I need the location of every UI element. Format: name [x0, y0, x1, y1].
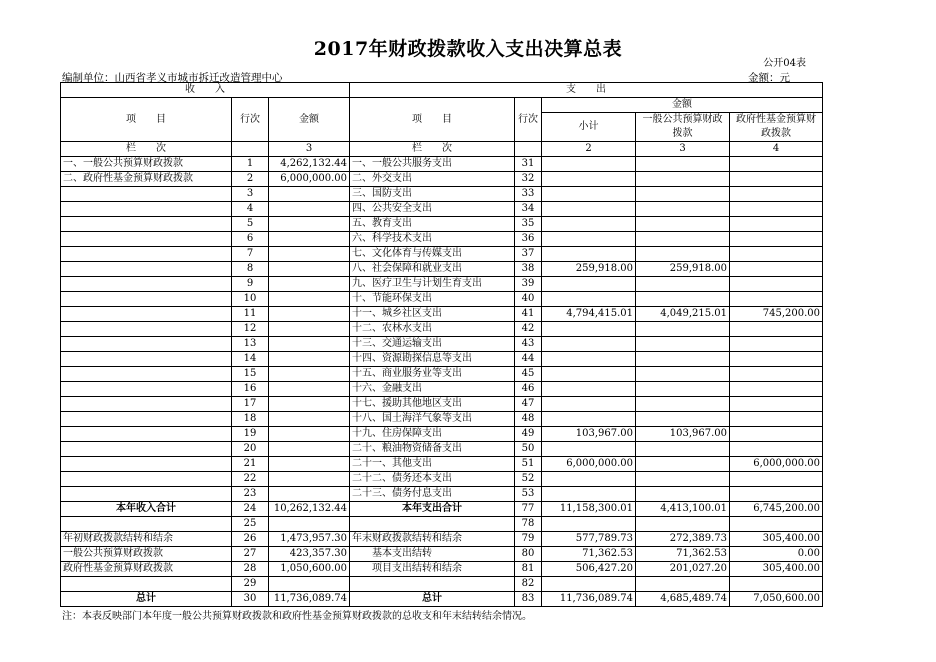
- income-row-no: 27: [232, 547, 269, 562]
- expense-gov-fund: [730, 202, 823, 217]
- expense-item: 本年支出合计: [350, 502, 515, 517]
- table-row: [61, 232, 823, 247]
- income-row-no: 17: [232, 397, 269, 412]
- expense-row-no: 81: [515, 562, 542, 577]
- table-row: [61, 202, 823, 217]
- income-amount: [269, 472, 350, 487]
- table-note: 注：本表反映部门本年度一般公共预算财政拨款和政府性基金预算财政拨款的总收支和年末结转结余情况。: [62, 611, 532, 622]
- expense-row-no: 48: [515, 412, 542, 427]
- income-amount: [269, 427, 350, 442]
- expense-row-no: 83: [515, 592, 542, 607]
- income-row-no: 10: [232, 292, 269, 307]
- expense-subtotal: 11,736,089.74: [542, 592, 636, 607]
- table-row: [61, 187, 823, 202]
- expense-item: 项目支出结转和结余: [350, 562, 515, 577]
- col-num-2: 2: [542, 142, 636, 157]
- col-blank-1: [232, 142, 269, 157]
- expense-row-no: 41: [515, 307, 542, 322]
- table-row: [61, 442, 823, 457]
- income-row-no: 11: [232, 307, 269, 322]
- expense-general-budget: [636, 292, 730, 307]
- expense-row-no: 80: [515, 547, 542, 562]
- expense-subtotal: [542, 442, 636, 457]
- expense-item: 十八、国土海洋气象等支出: [350, 412, 515, 427]
- income-row-no: 9: [232, 277, 269, 292]
- income-amount: [269, 367, 350, 382]
- table-row: [61, 382, 823, 397]
- expense-subtotal: [542, 487, 636, 502]
- expense-gov-fund: [730, 382, 823, 397]
- income-item-header: 项 目: [61, 98, 232, 142]
- col-label-right: 栏 次: [350, 142, 515, 157]
- income-item: 二、政府性基金预算财政拨款: [61, 172, 232, 187]
- income-row-no: 3: [232, 187, 269, 202]
- expense-gov-fund: [730, 262, 823, 277]
- expense-item: 十二、农林水支出: [350, 322, 515, 337]
- income-item: [61, 187, 232, 202]
- expense-item: 十六、金融支出: [350, 382, 515, 397]
- expense-subtotal: 6,000,000.00: [542, 457, 636, 472]
- income-amount: [269, 442, 350, 457]
- expense-subtotal: 506,427.20: [542, 562, 636, 577]
- income-item: [61, 382, 232, 397]
- income-row-no: 23: [232, 487, 269, 502]
- income-row-no: 22: [232, 472, 269, 487]
- expense-subtotal: [542, 367, 636, 382]
- expense-row-no: 46: [515, 382, 542, 397]
- income-amount: [269, 487, 350, 502]
- col-num-4: 4: [730, 142, 823, 157]
- expense-row-no: 34: [515, 202, 542, 217]
- expense-general-budget: [636, 202, 730, 217]
- income-row-no: 12: [232, 322, 269, 337]
- income-item: [61, 307, 232, 322]
- expense-general-budget: [636, 367, 730, 382]
- table-row: [61, 337, 823, 352]
- table-row: [61, 157, 823, 172]
- expense-subtotal: 11,158,300.01: [542, 502, 636, 517]
- income-item: [61, 487, 232, 502]
- expense-item: 总计: [350, 592, 515, 607]
- expense-gov-fund: [730, 337, 823, 352]
- reporting-unit: 编制单位：山西省孝义市城市拆迁改造管理中心: [62, 72, 283, 84]
- expense-gov-fund: [730, 217, 823, 232]
- table-row: [61, 457, 823, 472]
- expense-item: 八、社会保障和就业支出: [350, 262, 515, 277]
- expense-item-header: 项 目: [350, 98, 515, 142]
- expense-item: 五、教育支出: [350, 217, 515, 232]
- expense-general-budget: 259,918.00: [636, 262, 730, 277]
- income-amount: [269, 247, 350, 262]
- income-amount: [269, 202, 350, 217]
- income-row-no: 24: [232, 502, 269, 517]
- expense-item: 二十二、债务还本支出: [350, 472, 515, 487]
- expense-general-budget: [636, 577, 730, 592]
- expense-general-budget: [636, 187, 730, 202]
- expense-row-no: 38: [515, 262, 542, 277]
- expense-subtotal: 259,918.00: [542, 262, 636, 277]
- expense-item: 七、文化体育与传媒支出: [350, 247, 515, 262]
- expense-general-budget: [636, 172, 730, 187]
- expense-item: 二、外交支出: [350, 172, 515, 187]
- expense-item: [350, 577, 515, 592]
- income-row-no: 2: [232, 172, 269, 187]
- income-amount: [269, 232, 350, 247]
- income-row-no: 13: [232, 337, 269, 352]
- table-row: [61, 577, 823, 592]
- expense-general-budget: [636, 337, 730, 352]
- expense-general-budget: [636, 232, 730, 247]
- expense-row-no: 51: [515, 457, 542, 472]
- income-amount: 6,000,000.00: [269, 172, 350, 187]
- table-row: [61, 592, 823, 607]
- expense-row-no: 37: [515, 247, 542, 262]
- expense-item: 年末财政拨款结转和结余: [350, 532, 515, 547]
- expense-item: 十七、援助其他地区支出: [350, 397, 515, 412]
- income-amount: 11,736,089.74: [269, 592, 350, 607]
- expense-item: 十四、资源勘探信息等支出: [350, 352, 515, 367]
- income-row-no: 29: [232, 577, 269, 592]
- expense-gov-fund: [730, 517, 823, 532]
- income-amount: 4,262,132.44: [269, 157, 350, 172]
- expense-row-no: 39: [515, 277, 542, 292]
- table-row: [61, 247, 823, 262]
- expense-gov-fund: [730, 322, 823, 337]
- table-row: [61, 502, 823, 517]
- income-item: 一般公共预算财政拨款: [61, 547, 232, 562]
- expense-general-budget: [636, 322, 730, 337]
- expense-gov-fund: [730, 247, 823, 262]
- expense-general-budget: [636, 382, 730, 397]
- income-row-no: 20: [232, 442, 269, 457]
- income-item: [61, 322, 232, 337]
- income-item: [61, 427, 232, 442]
- income-row-no: 30: [232, 592, 269, 607]
- expense-gov-fund: [730, 487, 823, 502]
- form-number: 公开04表: [763, 58, 806, 69]
- expense-subtotal: [542, 292, 636, 307]
- expense-gov-fund: [730, 577, 823, 592]
- expense-item: 六、科学技术支出: [350, 232, 515, 247]
- expense-subtotal: [542, 277, 636, 292]
- income-item: [61, 442, 232, 457]
- expense-item: [350, 517, 515, 532]
- income-amount: [269, 277, 350, 292]
- income-row-no: 7: [232, 247, 269, 262]
- table-row: [61, 277, 823, 292]
- income-row-no: 26: [232, 532, 269, 547]
- income-row-no: 14: [232, 352, 269, 367]
- expense-subtotal: [542, 352, 636, 367]
- expense-row-no: 32: [515, 172, 542, 187]
- income-item: [61, 517, 232, 532]
- expense-row-no: 45: [515, 367, 542, 382]
- income-item: [61, 337, 232, 352]
- income-amount-header: 金额: [269, 98, 350, 142]
- table-row: [61, 427, 823, 442]
- income-item: 本年收入合计: [61, 502, 232, 517]
- expense-row-no: 35: [515, 217, 542, 232]
- expense-item: 十五、商业服务业等支出: [350, 367, 515, 382]
- income-item: [61, 247, 232, 262]
- income-amount: [269, 217, 350, 232]
- table-row: [61, 412, 823, 427]
- expense-item: 九、医疗卫生与计划生育支出: [350, 277, 515, 292]
- expense-general-budget: [636, 247, 730, 262]
- expense-subtotal: [542, 172, 636, 187]
- expense-subtotal: [542, 577, 636, 592]
- expense-subtotal: [542, 382, 636, 397]
- expense-subtotal: [542, 157, 636, 172]
- expense-general-budget: 201,027.20: [636, 562, 730, 577]
- expense-item: 二十、粮油物资储备支出: [350, 442, 515, 457]
- expense-general-budget: 4,413,100.01: [636, 502, 730, 517]
- expense-subtotal: [542, 412, 636, 427]
- expense-subtotal: [542, 232, 636, 247]
- expense-gov-fund: 745,200.00: [730, 307, 823, 322]
- income-row-no: 18: [232, 412, 269, 427]
- income-item: [61, 352, 232, 367]
- expense-item: 一、一般公共服务支出: [350, 157, 515, 172]
- expense-item: 基本支出结转: [350, 547, 515, 562]
- expense-gov-fund: [730, 412, 823, 427]
- income-row-no: 1: [232, 157, 269, 172]
- income-item: [61, 472, 232, 487]
- expense-row-no: 42: [515, 322, 542, 337]
- income-amount: [269, 382, 350, 397]
- expense-general-budget: 4,685,489.74: [636, 592, 730, 607]
- income-row-no: 4: [232, 202, 269, 217]
- income-item: [61, 412, 232, 427]
- expense-general-budget: [636, 487, 730, 502]
- table-row: [61, 487, 823, 502]
- income-item: [61, 217, 232, 232]
- expense-row-no: 49: [515, 427, 542, 442]
- col-blank-2: [515, 142, 542, 157]
- income-row-no: 21: [232, 457, 269, 472]
- table-row: [61, 292, 823, 307]
- expense-gov-fund: [730, 277, 823, 292]
- header-row-1: [61, 83, 823, 98]
- expense-item: 十九、住房保障支出: [350, 427, 515, 442]
- income-row-no: 19: [232, 427, 269, 442]
- expense-item: 二十一、其他支出: [350, 457, 515, 472]
- expense-row-no: 50: [515, 442, 542, 457]
- income-amount: [269, 397, 350, 412]
- expense-row-no: 78: [515, 517, 542, 532]
- expense-row-no: 43: [515, 337, 542, 352]
- table-row: [61, 517, 823, 532]
- expense-general-budget: 4,049,215.01: [636, 307, 730, 322]
- income-amount: [269, 412, 350, 427]
- income-amount: [269, 322, 350, 337]
- table-row: [61, 547, 823, 562]
- expense-gov-fund: 6,000,000.00: [730, 457, 823, 472]
- expense-gov-fund: 7,050,600.00: [730, 592, 823, 607]
- expense-subtotal: [542, 202, 636, 217]
- income-amount: 423,357.30: [269, 547, 350, 562]
- income-item: [61, 457, 232, 472]
- expense-rowno-header: 行次: [515, 98, 542, 142]
- table-row: [61, 172, 823, 187]
- report-title: 2017年财政拨款收入支出决算总表: [313, 38, 623, 60]
- table-row: [61, 397, 823, 412]
- expense-item: 三、国防支出: [350, 187, 515, 202]
- expense-subtotal: [542, 337, 636, 352]
- income-item: [61, 397, 232, 412]
- expense-gov-fund: [730, 172, 823, 187]
- expense-general-budget: [636, 457, 730, 472]
- expense-general-budget: [636, 352, 730, 367]
- expense-gov-fund: 6,745,200.00: [730, 502, 823, 517]
- income-amount: [269, 577, 350, 592]
- table-row: [61, 352, 823, 367]
- expense-gov-fund: 305,400.00: [730, 532, 823, 547]
- expense-row-no: 77: [515, 502, 542, 517]
- gov-fund-header: 政府性基金预算财政拨款: [730, 113, 823, 142]
- expense-item: 四、公共安全支出: [350, 202, 515, 217]
- income-amount: 1,473,957.30: [269, 532, 350, 547]
- expense-row-no: 52: [515, 472, 542, 487]
- expense-subtotal: [542, 322, 636, 337]
- income-item: 政府性基金预算财政拨款: [61, 562, 232, 577]
- income-amount: 1,050,600.00: [269, 562, 350, 577]
- expense-subtotal: [542, 517, 636, 532]
- expense-row-no: 36: [515, 232, 542, 247]
- expense-subtotal: [542, 397, 636, 412]
- income-amount: [269, 262, 350, 277]
- income-row-no: 8: [232, 262, 269, 277]
- expense-subtotal: 103,967.00: [542, 427, 636, 442]
- header-row-2: [61, 98, 823, 113]
- income-item: [61, 202, 232, 217]
- col-label-left: 栏 次: [61, 142, 232, 157]
- expense-general-budget: [636, 277, 730, 292]
- income-item: [61, 262, 232, 277]
- table-row: [61, 562, 823, 577]
- income-amount: [269, 307, 350, 322]
- column-number-row: [61, 142, 823, 157]
- money-unit: 金额：元: [748, 72, 790, 84]
- expense-subtotal: [542, 217, 636, 232]
- income-item: 总计: [61, 592, 232, 607]
- expense-row-no: 31: [515, 157, 542, 172]
- expense-general-budget: [636, 217, 730, 232]
- expense-general-budget: 103,967.00: [636, 427, 730, 442]
- expense-amount-header: 金额: [542, 98, 823, 113]
- income-item: [61, 577, 232, 592]
- expense-gov-fund: 305,400.00: [730, 562, 823, 577]
- income-item: [61, 277, 232, 292]
- income-item: 一、一般公共预算财政拨款: [61, 157, 232, 172]
- budget-summary-table: [60, 82, 823, 607]
- expense-gov-fund: [730, 157, 823, 172]
- col-num-3b: 3: [636, 142, 730, 157]
- income-item: [61, 292, 232, 307]
- expense-gov-fund: [730, 187, 823, 202]
- col-num-3: 3: [269, 142, 350, 157]
- income-item: [61, 367, 232, 382]
- expense-row-no: 33: [515, 187, 542, 202]
- expense-item: 十一、城乡社区支出: [350, 307, 515, 322]
- expense-item: 二十三、债务付息支出: [350, 487, 515, 502]
- table-row: [61, 307, 823, 322]
- income-row-no: 6: [232, 232, 269, 247]
- income-amount: [269, 187, 350, 202]
- table-row: [61, 322, 823, 337]
- income-item: [61, 232, 232, 247]
- income-row-no: 28: [232, 562, 269, 577]
- expense-gov-fund: [730, 232, 823, 247]
- expense-row-no: 53: [515, 487, 542, 502]
- income-amount: [269, 517, 350, 532]
- expense-subtotal: [542, 247, 636, 262]
- expense-gov-fund: [730, 292, 823, 307]
- expense-gov-fund: [730, 442, 823, 457]
- expense-item: 十、节能环保支出: [350, 292, 515, 307]
- income-rowno-header: 行次: [232, 98, 269, 142]
- income-amount: [269, 352, 350, 367]
- income-amount: [269, 292, 350, 307]
- income-row-no: 25: [232, 517, 269, 532]
- expense-item: 十三、交通运输支出: [350, 337, 515, 352]
- expense-general-budget: [636, 472, 730, 487]
- income-header: 收 入: [61, 83, 350, 98]
- expense-gov-fund: [730, 397, 823, 412]
- income-amount: [269, 457, 350, 472]
- income-item: 年初财政拨款结转和结余: [61, 532, 232, 547]
- income-amount: [269, 337, 350, 352]
- table-row: [61, 472, 823, 487]
- income-row-no: 16: [232, 382, 269, 397]
- expense-gov-fund: [730, 367, 823, 382]
- expense-general-budget: [636, 517, 730, 532]
- expense-subtotal: 4,794,415.01: [542, 307, 636, 322]
- expense-row-no: 47: [515, 397, 542, 412]
- income-row-no: 15: [232, 367, 269, 382]
- general-budget-header: 一般公共预算财政拨款: [636, 113, 730, 142]
- table-row: [61, 262, 823, 277]
- subtotal-header: 小计: [542, 113, 636, 142]
- table-row: [61, 217, 823, 232]
- income-row-no: 5: [232, 217, 269, 232]
- expense-general-budget: 272,389.73: [636, 532, 730, 547]
- expense-row-no: 79: [515, 532, 542, 547]
- expense-gov-fund: [730, 427, 823, 442]
- expense-gov-fund: 0.00: [730, 547, 823, 562]
- expense-header: 支 出: [350, 83, 823, 98]
- table-row: [61, 367, 823, 382]
- expense-general-budget: 71,362.53: [636, 547, 730, 562]
- expense-general-budget: [636, 442, 730, 457]
- expense-subtotal: [542, 187, 636, 202]
- expense-gov-fund: [730, 352, 823, 367]
- expense-row-no: 82: [515, 577, 542, 592]
- expense-subtotal: 577,789.73: [542, 532, 636, 547]
- expense-gov-fund: [730, 472, 823, 487]
- table-row: [61, 532, 823, 547]
- expense-general-budget: [636, 397, 730, 412]
- expense-subtotal: 71,362.53: [542, 547, 636, 562]
- expense-subtotal: [542, 472, 636, 487]
- expense-row-no: 44: [515, 352, 542, 367]
- expense-row-no: 40: [515, 292, 542, 307]
- expense-general-budget: [636, 157, 730, 172]
- expense-general-budget: [636, 412, 730, 427]
- income-amount: 10,262,132.44: [269, 502, 350, 517]
